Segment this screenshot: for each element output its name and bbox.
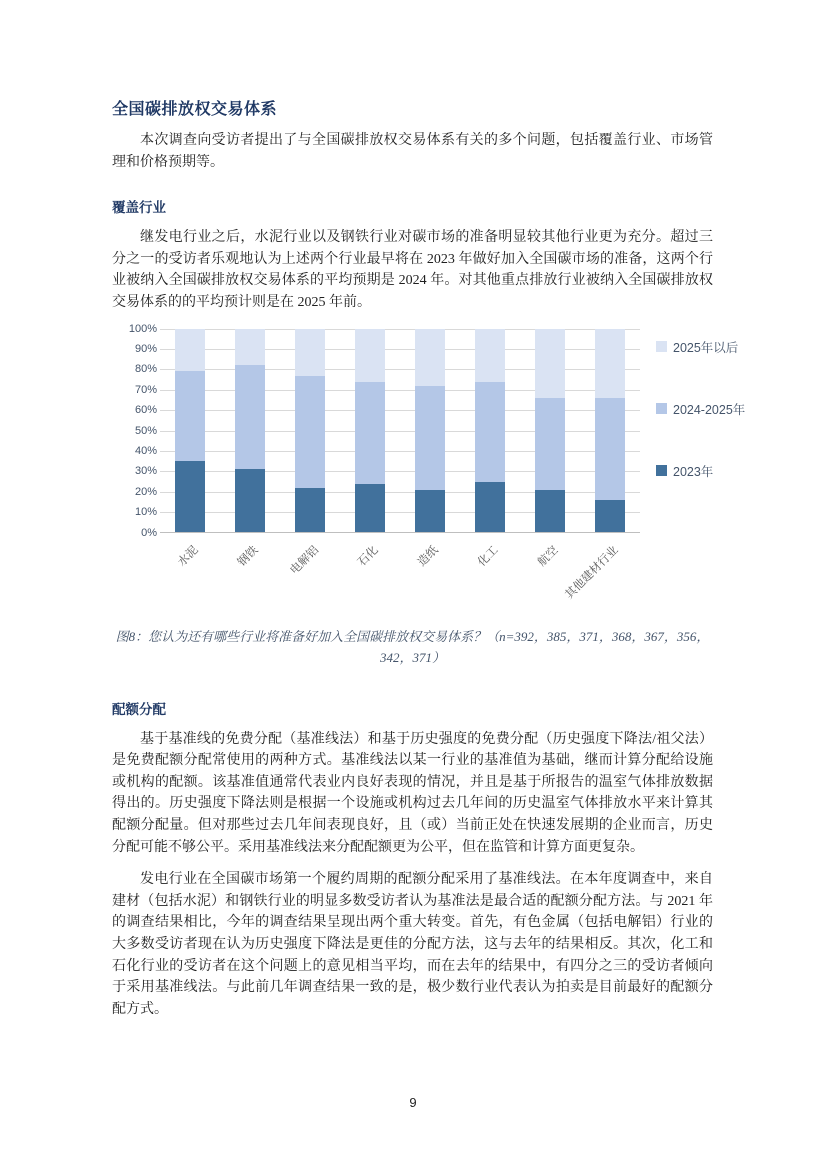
bar-segment [295,376,325,488]
quota-allocation-heading: 配额分配 [112,701,166,717]
bar-segment [235,329,265,366]
y-axis-tick-label: 40% [134,444,157,457]
bar-segment [355,382,385,484]
chart-plot-area [160,329,640,533]
bar-segment [535,398,565,490]
y-axis-tick-label: 10% [134,506,157,519]
covered-industries-paragraph: 继发电行业之后，水泥行业以及钢铁行业对碳市场的准备明显较其他行业更为充分。超过三分之一的受访者乐观地认为上述两个行业最早将在 2023 年做好加入全国碳市场的准备，这两个行业被纳入全国碳排放权交易体系的平均预期是 2024 年。对其他重点排放行业被纳入全国碳排放权交易体系的的平均预计则是在 2025 年前。 [112,230,713,310]
x-axis-category-label: 电解铝 [287,543,321,577]
y-axis-tick-label: 90% [134,342,157,355]
legend-item [656,338,766,356]
bar-segment [415,329,445,386]
bar-column [595,329,625,533]
bar-segment [595,329,625,398]
quota-paragraph-2: 发电行业在全国碳市场第一个履约周期的配额分配采用了基准线法。在本年度调查中，来自建材（包括水泥）和钢铁行业的明显多数受访者认为基准法是最合适的配额分配方法。与 2021 年的调查结果相比，今年的调查结果呈现出两个重大转变。首先，有色金属（包括电解铝）行业的大多数受访者现在认为历史强度下降法是更佳的分配方法，这与去年的结果相反。其次，化工和石化行业的受访者在这个问题上的意见相当平均，而在去年的结果中，有四分之三的受访者倾向于采用基准线法。与此前几年调查结果一致的是，极少数行业代表认为拍卖是目前最好的配额分配方式。 [112,872,713,1017]
bar-column [355,329,385,533]
chart-legend [656,329,766,480]
bar-segment [235,365,265,469]
bar-segment [595,398,625,500]
figure-8 [112,322,746,668]
x-axis-category-label: 水泥 [175,543,201,569]
x-axis-category-label: 钢铁 [235,543,261,569]
bar-column [415,329,445,533]
legend-label: 2023年 [673,464,714,479]
legend-label: 2024-2025年 [673,402,746,417]
y-axis-tick-label: 100% [128,322,157,335]
x-axis-category-label: 航空 [535,543,561,569]
bar-segment [535,329,565,398]
bar-segment [475,482,505,533]
bar-segment [355,329,385,382]
x-axis-category-label: 造纸 [415,543,441,569]
x-axis-line [160,532,640,533]
bar-segment [415,490,445,533]
y-axis-tick-label: 20% [134,485,157,498]
x-axis-category-label: 石化 [355,543,381,569]
bar-column [175,329,205,533]
bar-column [295,329,325,533]
bar-column [235,329,265,533]
quota-paragraph-1: 基于基准线的免费分配（基准线法）和基于历史强度的免费分配（历史强度下降法/祖父法）是免费配额分配常使用的两种方式。基准线法以某一行业的基准值为基础，继而计算分配给设施或机构的配额。该基准值通常代表业内良好表现的情况，并且是基于所报告的温室气体排放数据得出的。历史强度下降法则是根据一个设施或机构过去几年间的历史温室气体排放水平来计算其配额分配量。但对那些过去几年间表现良好，且（或）当前正处在快速发展期的企业而言，历史分配可能不够公平。采用基准线法来分配配额更为公平，但在监管和计算方面更复杂。 [112,731,713,855]
bar-segment [235,469,265,532]
y-axis-tick-label: 30% [134,465,157,478]
x-axis-category-label: 化工 [475,543,501,569]
figure-caption: 图8：您认为还有哪些行业将准备好加入全国碳排放权交易体系？（n=392，385，371，368，367，356，342，371） [115,628,710,665]
y-axis-tick-label: 70% [134,383,157,396]
y-axis-tick-label: 0% [141,526,157,539]
stacked-bar-chart [124,322,746,619]
page-content [112,0,746,1020]
bar-segment [295,488,325,533]
legend-item [656,400,766,418]
y-axis-tick-label: 60% [134,404,157,417]
legend-color-swatch [656,341,667,352]
bar-segment [175,371,205,461]
x-axis-category-label: 其他建材行业 [563,543,621,601]
bar-segment [295,329,325,376]
intro-paragraph: 本次调查向受访者提出了与全国碳排放权交易体系有关的多个问题，包括覆盖行业、市场管理和价格预期等。 [112,133,713,170]
covered-industries-heading: 覆盖行业 [112,200,166,216]
bar-column [535,329,565,533]
bar-segment [475,382,505,482]
bar-segment [415,386,445,490]
bar-segment [175,329,205,372]
page-number: 9 [409,1095,417,1110]
y-axis-tick-label: 80% [134,363,157,376]
chart-x-axis [160,533,640,619]
section-title: 全国碳排放权交易体系 [112,101,278,118]
legend-color-swatch [656,465,667,476]
chart-plot-wrap [160,329,640,619]
bar-column [475,329,505,533]
legend-label: 2025年以后 [673,340,739,355]
y-axis-tick-label: 50% [134,424,157,437]
legend-item [656,462,766,480]
bars-group [160,329,640,533]
bar-segment [355,484,385,533]
bar-segment [595,500,625,533]
bar-segment [535,490,565,533]
legend-color-swatch [656,403,667,414]
bar-segment [175,461,205,532]
chart-y-axis [124,322,160,539]
bar-segment [475,329,505,382]
